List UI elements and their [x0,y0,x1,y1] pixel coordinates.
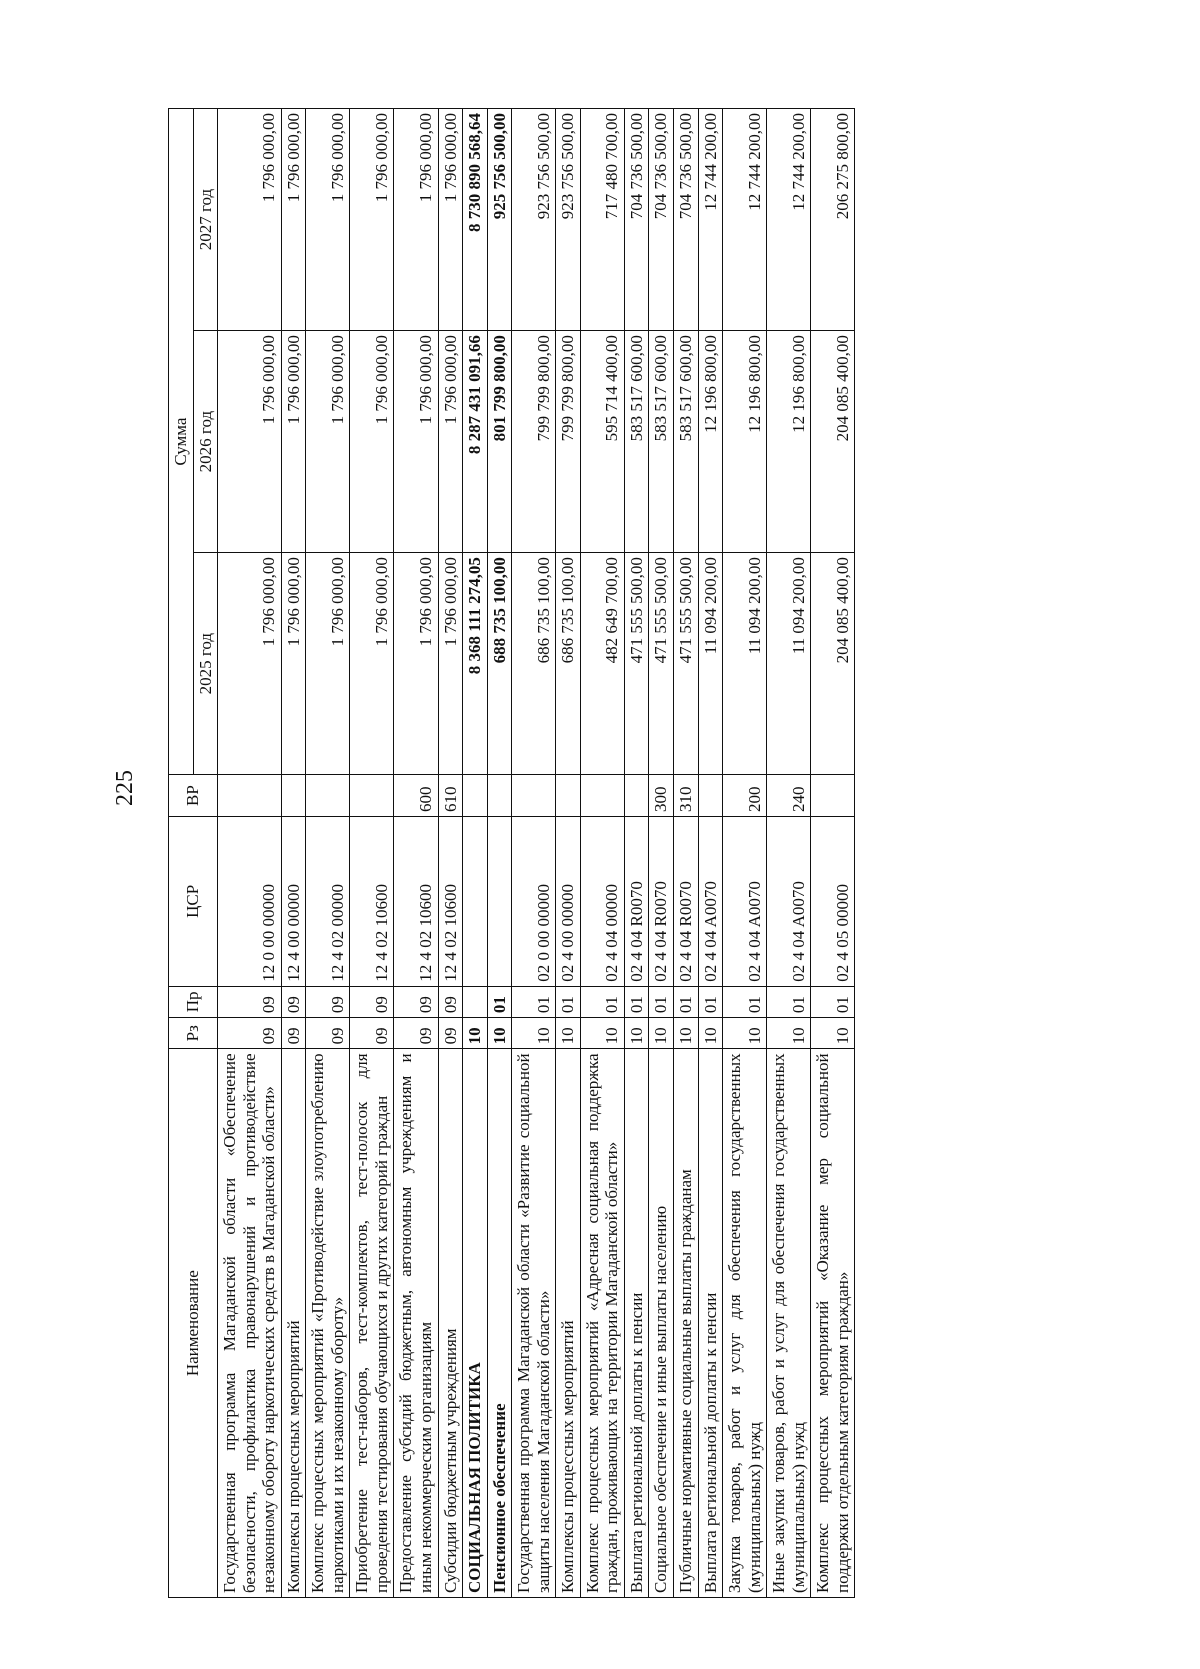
cell-pr: 01 [698,986,723,1017]
header-2025: 2025 год [193,553,218,775]
cell-y2025: 471 555 500,00 [624,553,649,775]
table-row [556,109,581,1598]
cell-y2027: 206 275 800,00 [811,109,855,331]
cell-y2026: 8 287 431 091,66 [463,331,488,553]
cell-y2025: 1 796 000,00 [218,553,282,775]
cell-y2026: 1 796 000,00 [218,331,282,553]
cell-vr: 200 [723,775,767,817]
cell-y2025: 1 796 000,00 [394,553,438,775]
cell-y2025: 1 796 000,00 [306,553,350,775]
table-row [350,109,394,1598]
header-vr: ВР [169,775,218,817]
cell-y2025: 11 094 200,00 [698,553,723,775]
cell-y2027: 923 756 500,00 [512,109,556,331]
cell-rz: 10 [811,1018,855,1049]
cell-csr: 02 4 00 00000 [556,816,581,986]
cell-pr [463,986,488,1017]
cell-vr [218,775,282,817]
cell-y2026: 801 799 800,00 [487,331,512,553]
cell-y2027: 1 796 000,00 [218,109,282,331]
cell-pr: 09 [218,986,282,1017]
cell-y2025: 11 094 200,00 [767,553,811,775]
cell-vr [306,775,350,817]
cell-y2026: 1 796 000,00 [438,331,463,553]
cell-rz: 10 [580,1018,624,1049]
cell-name: Комплексы процессных мероприятий [556,1049,581,1598]
cell-y2026: 12 196 800,00 [723,331,767,553]
cell-vr [580,775,624,817]
cell-rz: 10 [767,1018,811,1049]
table-row [723,109,767,1598]
cell-y2027: 12 744 200,00 [698,109,723,331]
cell-csr: 02 0 00 00000 [512,816,556,986]
cell-csr: 02 4 04 R0070 [649,816,674,986]
cell-y2026: 12 196 800,00 [698,331,723,553]
cell-vr [556,775,581,817]
cell-y2025: 1 796 000,00 [438,553,463,775]
cell-rz: 09 [438,1018,463,1049]
cell-name: Комплекс процессных мероприятий «Адресная социальная поддержка граждан, проживающих на территории Магаданской области» [580,1049,624,1598]
cell-vr [698,775,723,817]
cell-csr [487,816,512,986]
cell-pr: 09 [438,986,463,1017]
table-row [394,109,438,1598]
cell-y2026: 583 517 600,00 [674,331,699,553]
table-row [580,109,624,1598]
cell-vr: 610 [438,775,463,817]
cell-y2027: 1 796 000,00 [350,109,394,331]
page-number: 225 [112,770,138,806]
cell-y2025: 8 368 111 274,05 [463,553,488,775]
cell-csr: 02 4 04 A0070 [698,816,723,986]
cell-name: СОЦИАЛЬНАЯ ПОЛИТИКА [463,1049,488,1598]
cell-y2027: 925 756 500,00 [487,109,512,331]
cell-vr: 600 [394,775,438,817]
cell-vr [624,775,649,817]
cell-y2027: 704 736 500,00 [649,109,674,331]
cell-rz: 09 [394,1018,438,1049]
cell-pr: 01 [723,986,767,1017]
table-row [767,109,811,1598]
cell-y2026: 583 517 600,00 [624,331,649,553]
cell-rz: 09 [218,1018,282,1049]
cell-y2027: 923 756 500,00 [556,109,581,331]
cell-csr: 02 4 04 A0070 [723,816,767,986]
cell-name: Иные закупки товаров, работ и услуг для обеспечения государственных (муниципальных) нужд [767,1049,811,1598]
cell-y2026: 1 796 000,00 [394,331,438,553]
cell-csr: 02 4 04 R0070 [624,816,649,986]
table-row [698,109,723,1598]
cell-rz: 10 [698,1018,723,1049]
header-csr: ЦСР [169,816,218,986]
cell-rz: 09 [350,1018,394,1049]
cell-pr: 01 [767,986,811,1017]
budget-table [168,108,855,1598]
cell-name: Государственная программа Магаданской области «Развитие социальной защиты населения Магаданской области» [512,1049,556,1598]
cell-vr [811,775,855,817]
cell-y2026: 1 796 000,00 [306,331,350,553]
cell-name: Социальное обеспечение и иные выплаты населению [649,1049,674,1598]
table-row [624,109,649,1598]
table-row [438,109,463,1598]
table-row [218,109,282,1598]
cell-y2027: 717 480 700,00 [580,109,624,331]
cell-y2026: 12 196 800,00 [767,331,811,553]
cell-rz: 10 [723,1018,767,1049]
cell-y2027: 1 796 000,00 [281,109,306,331]
cell-name: Комплекс процессных мероприятий «Оказание мер социальной поддержки отдельным категориям граждан» [811,1049,855,1598]
cell-rz: 10 [624,1018,649,1049]
table-row [811,109,855,1598]
cell-csr: 12 0 00 00000 [218,816,282,986]
cell-y2027: 1 796 000,00 [394,109,438,331]
table-row [487,109,512,1598]
cell-vr [350,775,394,817]
cell-y2027: 12 744 200,00 [767,109,811,331]
cell-y2025: 686 735 100,00 [556,553,581,775]
cell-vr: 240 [767,775,811,817]
table-row [512,109,556,1598]
cell-rz: 09 [306,1018,350,1049]
cell-rz: 09 [281,1018,306,1049]
cell-pr: 09 [306,986,350,1017]
cell-csr: 12 4 00 00000 [281,816,306,986]
cell-rz: 10 [463,1018,488,1049]
cell-csr [463,816,488,986]
cell-y2025: 204 085 400,00 [811,553,855,775]
cell-csr: 12 4 02 00000 [306,816,350,986]
cell-pr: 01 [811,986,855,1017]
cell-csr: 02 4 04 A0070 [767,816,811,986]
cell-name: Выплата региональной доплаты к пенсии [624,1049,649,1598]
cell-pr: 09 [281,986,306,1017]
cell-pr: 09 [350,986,394,1017]
cell-rz: 10 [674,1018,699,1049]
cell-name: Государственная программа Магаданской области «Обеспечение безопасности, профилактика правонарушений и противодействие незаконному обороту наркотических средств в Магаданской области» [218,1049,282,1598]
cell-rz: 10 [512,1018,556,1049]
header-name: Наименование [169,1049,218,1598]
header-sum: Сумма [169,109,194,775]
cell-name: Выплата региональной доплаты к пенсии [698,1049,723,1598]
table-row [649,109,674,1598]
cell-y2025: 688 735 100,00 [487,553,512,775]
cell-rz: 10 [487,1018,512,1049]
table-row [306,109,350,1598]
cell-pr: 01 [649,986,674,1017]
cell-y2025: 471 555 500,00 [674,553,699,775]
rotated-table-container [168,108,1088,1598]
table-row [674,109,699,1598]
cell-y2027: 12 744 200,00 [723,109,767,331]
cell-y2025: 11 094 200,00 [723,553,767,775]
cell-csr: 02 4 05 00000 [811,816,855,986]
cell-y2025: 1 796 000,00 [281,553,306,775]
cell-name: Приобретение тест-наборов, тест-комплектов, тест-полосок для проведения тестирования обучающихся и других категорий граждан [350,1049,394,1598]
cell-y2025: 1 796 000,00 [350,553,394,775]
cell-y2027: 1 796 000,00 [306,109,350,331]
cell-y2027: 8 730 890 568,64 [463,109,488,331]
cell-y2027: 1 796 000,00 [438,109,463,331]
cell-name: Субсидии бюджетным учреждениям [438,1049,463,1598]
header-2026: 2026 год [193,331,218,553]
cell-pr: 09 [394,986,438,1017]
table-row [281,109,306,1598]
cell-name: Закупка товаров, работ и услуг для обеспечения государственных (муниципальных) нужд [723,1049,767,1598]
cell-pr: 01 [624,986,649,1017]
cell-y2027: 704 736 500,00 [624,109,649,331]
header-row [169,109,194,1598]
cell-csr: 02 4 04 R0070 [674,816,699,986]
cell-y2025: 471 555 500,00 [649,553,674,775]
cell-vr [487,775,512,817]
cell-pr: 01 [580,986,624,1017]
cell-pr: 01 [487,986,512,1017]
cell-rz: 10 [556,1018,581,1049]
cell-csr: 02 4 04 00000 [580,816,624,986]
cell-vr: 310 [674,775,699,817]
cell-csr: 12 4 02 10600 [350,816,394,986]
cell-y2026: 595 714 400,00 [580,331,624,553]
cell-pr: 01 [556,986,581,1017]
cell-pr: 01 [512,986,556,1017]
cell-name: Комплекс процессных мероприятий «Противодействие злоупотреблению наркотиками и их незаконному обороту» [306,1049,350,1598]
table-row [463,109,488,1598]
cell-y2025: 686 735 100,00 [512,553,556,775]
cell-y2026: 799 799 800,00 [512,331,556,553]
cell-csr: 12 4 02 10600 [438,816,463,986]
cell-vr: 300 [649,775,674,817]
cell-vr [512,775,556,817]
cell-vr [463,775,488,817]
cell-name: Пенсионное обеспечение [487,1049,512,1598]
cell-y2026: 1 796 000,00 [281,331,306,553]
cell-y2026: 204 085 400,00 [811,331,855,553]
cell-name: Публичные нормативные социальные выплаты гражданам [674,1049,699,1598]
cell-y2027: 704 736 500,00 [674,109,699,331]
cell-rz: 10 [649,1018,674,1049]
cell-y2026: 1 796 000,00 [350,331,394,553]
cell-csr: 12 4 02 10600 [394,816,438,986]
cell-y2026: 583 517 600,00 [649,331,674,553]
cell-name: Предоставление субсидий бюджетным, автономным учреждениям и иным некоммерческим организациям [394,1049,438,1598]
cell-y2026: 799 799 800,00 [556,331,581,553]
header-rz: Рз [169,1018,218,1049]
cell-y2025: 482 649 700,00 [580,553,624,775]
cell-vr [281,775,306,817]
cell-name: Комплексы процессных мероприятий [281,1049,306,1598]
cell-pr: 01 [674,986,699,1017]
header-2027: 2027 год [193,109,218,331]
header-pr: Пр [169,986,218,1017]
